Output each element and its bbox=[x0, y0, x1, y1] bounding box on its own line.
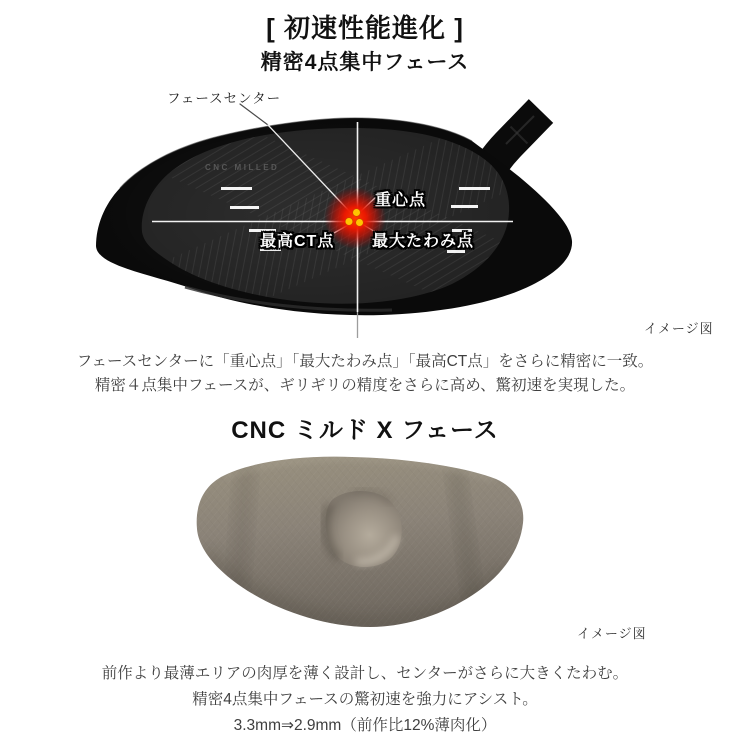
description-1 bbox=[0, 350, 730, 398]
gravity-point-label: 重心点 bbox=[375, 192, 427, 209]
description-2-line-3: 3.3mm⇒2.9mm（前作比12%薄肉化） bbox=[233, 717, 497, 734]
description-1-line-1: フェースセンターに「重心点」「最大たわみ点」「最高CT点」をさらに精密に一致。 bbox=[76, 353, 654, 370]
cnc-milled-stamp: CNC MILLED bbox=[205, 163, 280, 172]
description-2-line-2: 精密4点集中フェースの驚初速を強力にアシスト。 bbox=[192, 691, 538, 708]
faceplate-illustration bbox=[190, 450, 530, 635]
driver-illustration bbox=[96, 84, 594, 353]
section2-heading: CNC ミルド X フェース bbox=[231, 417, 499, 444]
description-2 bbox=[0, 661, 730, 739]
max-ct-point-label: 最高CT点 bbox=[260, 233, 335, 250]
page-title: [ 初速性能進化 ] bbox=[266, 13, 464, 43]
image-note-1: イメージ図 bbox=[644, 321, 714, 336]
description-1-line-2: 精密４点集中フェースが、ギリギリの精度をさらに高め、驚初速を実現した。 bbox=[94, 377, 636, 394]
face-center-label: フェースセンター bbox=[167, 91, 282, 106]
page-subtitle: 精密4点集中フェース bbox=[260, 51, 470, 74]
image-note-2: イメージ図 bbox=[577, 626, 647, 641]
max-flex-point-label: 最大たわみ点 bbox=[372, 233, 475, 250]
description-2-line-1: 前作より最薄エリアの肉厚を薄く設計し、センターがさらに大きくたわむ。 bbox=[101, 665, 629, 682]
